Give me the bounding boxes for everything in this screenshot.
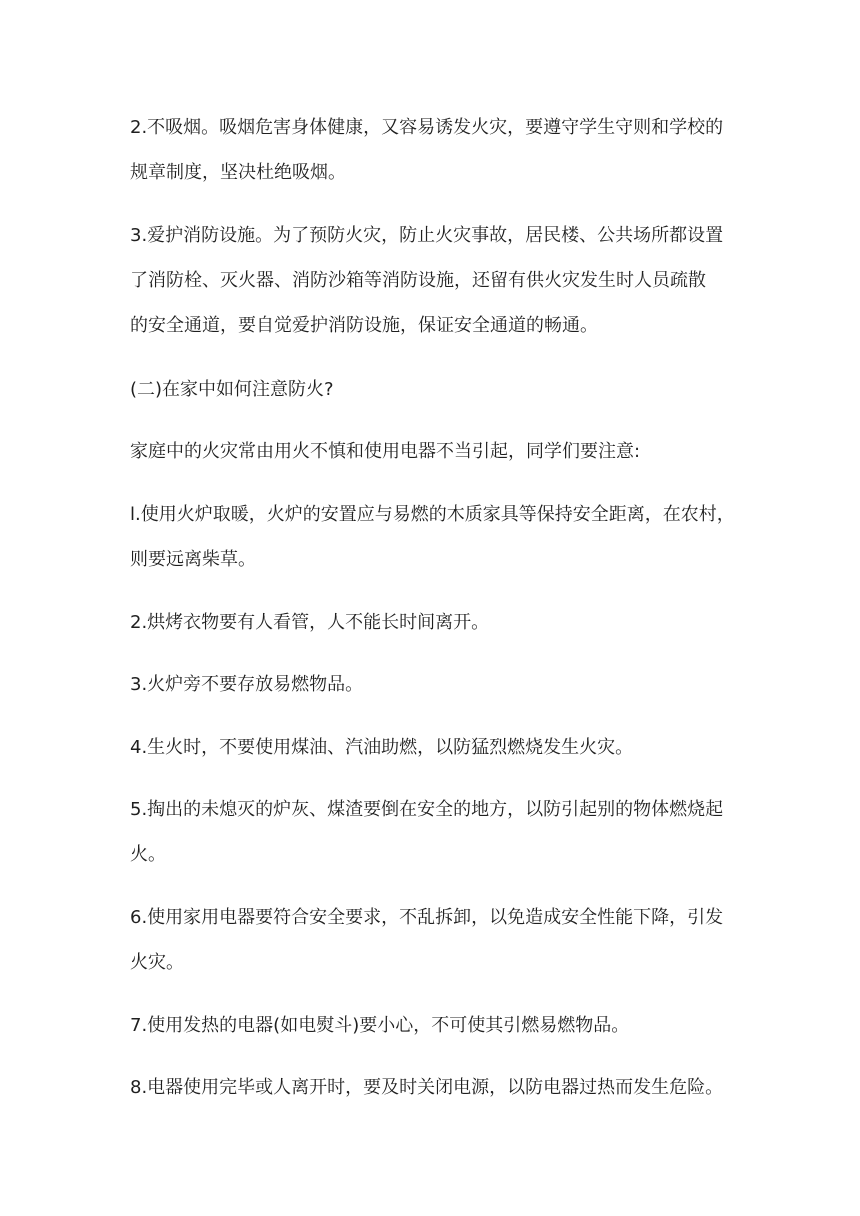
text-line: 则要远离柴草。 xyxy=(130,549,256,570)
text-line: l.使用火炉取暖，火炉的安置应与易燃的木质家具等保持安全距离，在农村， xyxy=(130,504,735,525)
text-line: 8.电器使用完毕或人离开时，要及时关闭电源，以防电器过热而发生危险。 xyxy=(130,1077,724,1098)
text-line: 2.不吸烟。吸烟危害身体健康，又容易诱发火灾，要遵守学生守则和学校的 xyxy=(130,117,724,138)
section-heading: (二)在家中如何注意防火? xyxy=(130,379,334,400)
text-line: 3.火炉旁不要存放易燃物品。 xyxy=(130,674,364,695)
text-line: 火灾。 xyxy=(130,952,184,973)
text-line: 3.爱护消防设施。为了预防火灾，防止火灾事故，居民楼、公共场所都设置 xyxy=(130,225,724,246)
text-line: 5.掏出的未熄灭的炉灰、煤渣要倒在安全的地方，以防引起别的物体燃烧起 xyxy=(130,799,724,820)
text-line: 规章制度，坚决杜绝吸烟。 xyxy=(130,162,346,183)
text-line: 2.烘烤衣物要有人看管，人不能长时间离开。 xyxy=(130,612,490,633)
text-line: 了消防栓、灭火器、消防沙箱等消防设施，还留有供火灾发生时人员疏散 xyxy=(130,270,706,291)
text-line: 6.使用家用电器要符合安全要求，不乱拆卸，以免造成安全性能下降，引发 xyxy=(130,907,724,928)
text-line: 火。 xyxy=(130,844,166,865)
text-line: 7.使用发热的电器(如电熨斗)要小心，不可使其引燃易燃物品。 xyxy=(130,1015,630,1036)
text-line: 的安全通道，要自觉爱护消防设施，保证安全通道的畅通。 xyxy=(130,315,598,336)
text-line: 4.生火时，不要使用煤油、汽油助燃，以防猛烈燃烧发生火灾。 xyxy=(130,737,634,758)
text-line: 家庭中的火灾常由用火不慎和使用电器不当引起，同学们要注意: xyxy=(130,441,641,462)
